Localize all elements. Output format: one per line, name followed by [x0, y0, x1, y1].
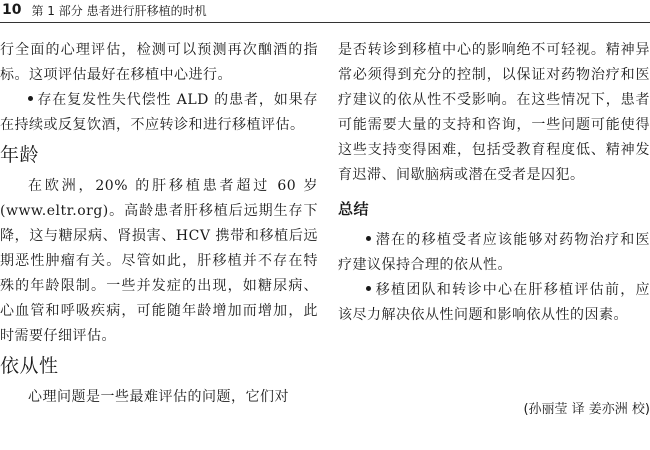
right-column [338, 38, 650, 328]
summary-bullet-2-text: 移植团队和转诊中心在肝移植评估前，应该尽力解决依从性问题和影响依从性的因素。 [338, 282, 650, 323]
paragraph-compliance-start: 心理问题是一些最难评估的问题，它们对 [28, 389, 289, 405]
summary-bullet-2 [338, 278, 650, 328]
bullet-ald [0, 88, 318, 138]
bullet-ald-text: 存在复发性失代偿性 ALD 的患者，如果存在持续或反复饮酒，不应转诊和进行移植评估。 [0, 92, 318, 133]
header-title: 第 1 部分 患者进行肝移植的时机 [31, 3, 207, 18]
header-rule [0, 22, 650, 23]
running-header [0, 0, 207, 20]
paragraph-age: 在欧洲，20% 的肝移植患者超过 60 岁 (www.eltr.org)。高龄患者肝移植后远期生存下降，这与糖尿病、肾损害、HCV 携带和移植后远期恶性肿瘤有关。尽管如此，肝移植并不存在特殊的年龄限制。一些并发症的出现，如糖尿病、心血管和呼吸疾病，可能随年龄增加而增加，此时需要仔细评估。 [0, 178, 318, 344]
bullet-dot-icon [366, 236, 371, 241]
translator-credit: (孙丽莹 译 姜亦洲 校) [523, 402, 650, 417]
page-number: 10 [2, 2, 22, 18]
summary-bullet-1-text: 潜在的移植受者应该能够对药物治疗和医疗建议保持合理的依从性。 [338, 232, 650, 273]
paragraph-compliance-continuation: 是否转诊到移植中心的影响绝不可轻视。精神异常必须得到充分的控制，以保证对药物治疗和医疗建议的依从性不受影响。在这些情况下，患者可能需要大量的支持和咨询，一些问题可能使得这些支持变得困难，包括受教育程度低、精神发育迟滞、间歇脑病或潜在受者是囚犯。 [338, 42, 650, 183]
section-heading-compliance: 依从性 [0, 355, 59, 377]
paragraph-continuation: 行全面的心理评估，检测可以预测再次酗酒的指标。这项评估最好在移植中心进行。 [0, 42, 318, 83]
bullet-dot-icon [366, 286, 371, 291]
summary-bullet-1 [338, 228, 650, 278]
section-heading-age: 年龄 [0, 144, 40, 166]
bullet-dot-icon [28, 96, 33, 101]
left-column [0, 38, 318, 410]
summary-heading: 总结 [338, 200, 370, 218]
